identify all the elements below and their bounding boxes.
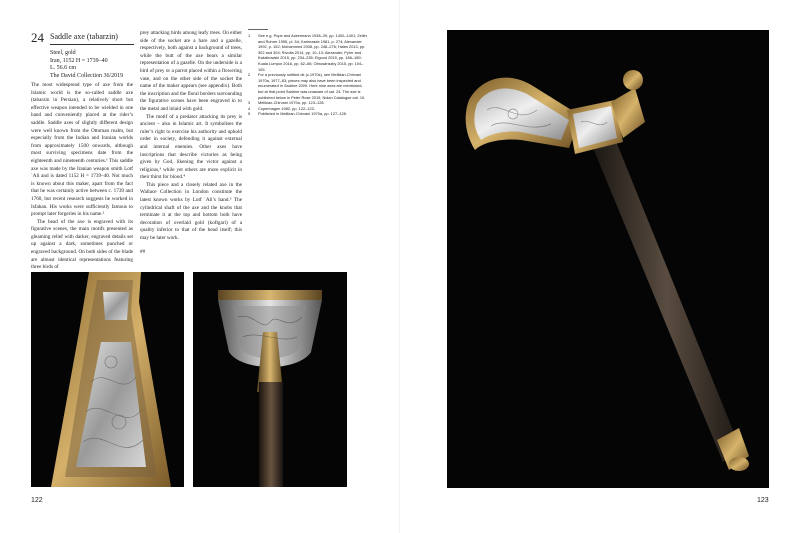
footnotes	[248, 33, 368, 117]
right-page	[400, 0, 800, 533]
entry-number: 24	[31, 30, 44, 45]
paragraph: prey attacking birds among leafy trees. On either side of the socket are a hare and a gazelle, respectively, both against a background of trees, while the butt of the axe bears a similar representation of a gazelle. On the underside is a bird of prey or a parrot placed within a flowering vase, and on the other side of the socket the name of the maker appears (see appendix). Both the inscription and the floral borders surrounding the figurative scenes have been engraved in to the metal and inlaid with gold.	[140, 30, 242, 112]
footnote-4: 4 Copenhagen 1982, pp. 122–123.	[248, 105, 315, 111]
meta-collection: The David Collection 36/2019	[50, 72, 124, 79]
photo-saddle-axe-full	[447, 30, 769, 488]
page-number-left: 122	[31, 497, 43, 504]
meta-material: Steel, gold	[50, 50, 76, 56]
column-marker: ##	[140, 248, 146, 255]
body-column-2	[140, 30, 242, 256]
axe-socket-image	[193, 272, 347, 487]
footnote-rule	[248, 29, 268, 30]
meta-origin-date: Iran, 1152 H = 1739–40	[50, 57, 108, 64]
footnote-2: 2 For a previously untitled dk (c.1970s), see Melikian-Chirvani 1970a, 1977–83; pieces may also have been inspected and enumerated in Sadrine 2009. Here nine axes are mentioned, but at that point Sadrine was unaware of cat. 24. The axe is published below in Peter Rose 2019, Nolan Catalogue cat. 10.	[248, 72, 366, 100]
body-column-1	[31, 82, 133, 272]
photo-axe-socket-detail	[193, 272, 347, 487]
footnote-5: 5 Published in Melikian-Chirvani 1979a, pp. 127–128.	[248, 111, 347, 117]
paragraph: The most widespread type of axe from the Islamic world is the so-called saddle axe (tabarzin in Persian), a relatively short but effective weapon intended to be wielded in one hand and conveniently placed at the rider’s saddle. Saddle axes of slightly different design were well known from the Ottoman realm, but especially from the Indian and Iranian worlds from approximately 1500 onwards, although most surviving specimens date from the eighteenth and nineteenth centuries.¹ This saddle axe was made by the Iranian weapon smith Lotf ʿAli and is dated 1152 H = 1739–40. Not much is known about this maker, apart from the fact that he was certainly active between c. 1739 and 1760, but recent research suggests he worked in Isfahan. His works were sufficiently famous to prompt later forgeries in his name.²	[31, 82, 133, 218]
footnote-3: 3 Melikian-Chirvani 1979a, pp. 123–128.	[248, 100, 325, 106]
paragraph: The head of the axe is engraved with its figurative scenes, the main motifs presented as gleaming relief with darker, engraved details set up against a dark, sometimes punched or engraved background. On both sides of the blade are almost identical representations featuring three birds of	[31, 218, 133, 271]
title-rule	[50, 44, 134, 45]
paragraph: The motif of a predator attacking its prey is ancient – also in Islamic art. It symbolises the ruler’s right to exercise his authority and uphold order in society, defending it against external and internal enemies. Other axes have inscriptions that describe victories as being given by God, likening the victor against a religious,³ while yet others are more explicit in their thirst for blood.⁴	[140, 113, 242, 181]
axe-blade-image	[31, 272, 184, 487]
footnote-1: 1 See e.g. Pope and Ackermann 1938–39, pp. 1400–1401; Zeller and Rohrer 1955, pl. 54; Karimzade 1981, p. 274; Alexander 1992, p. 152; Mohammed 2008, pp. 248–276; Hales 2013, pp. 302 and 304; Rivolta 2014, pp. 10–13; Alexander, Pyhrr and Kwiatkowski 2015, pp. 234–235; Elgood 2015, pp. 186–189; Kuala Lumpur 2016, pp. 62–66; Obrusánszky 2015, pp. 104–105.	[248, 33, 368, 72]
entry-title: Saddle axe (tabarzin)	[50, 32, 118, 41]
meta-length: L. 56.6 cm	[50, 65, 76, 72]
entry-meta	[50, 50, 123, 80]
saddle-axe-image	[447, 30, 769, 488]
page-number-right: 123	[757, 497, 769, 504]
paragraph: This piece and a closely related axe in the Wallace Collection in London constitute the latest known works by Lotf ʿAli’s hand.⁵ The cylindrical shaft of the axe and the knobs that terminate it at the top and bottom both have decoration of overlaid gold (koftgari) of a quality inferior to that of the head itself; this may be later work.	[140, 181, 242, 242]
photo-axe-blade-detail	[31, 272, 184, 487]
